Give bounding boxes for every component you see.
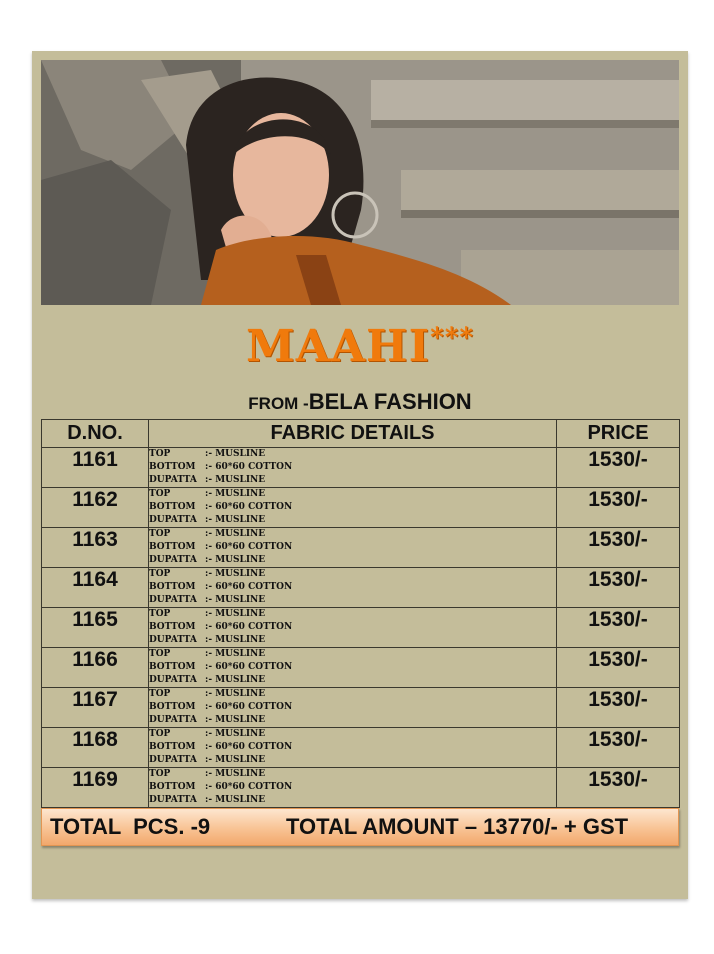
fabric-bottom-value: :- 60*60 COTTON xyxy=(205,542,293,552)
fabric-bottom-value: :- 60*60 COTTON xyxy=(205,702,293,712)
fabric-bottom-label: BOTTOM xyxy=(149,502,196,512)
price-cell: 1530/- xyxy=(557,648,680,688)
fabric-bottom-value: :- 60*60 COTTON xyxy=(205,502,293,512)
fabric-top-label: TOP xyxy=(149,689,171,699)
model-photo xyxy=(41,60,679,305)
fabric-bottom-label: BOTTOM xyxy=(149,702,196,712)
fabric-top-value: :- MUSLINE xyxy=(205,769,266,779)
fabric-top-value: :- MUSLINE xyxy=(205,689,266,699)
fabric-dupatta-label: DUPATTA xyxy=(149,715,197,725)
fabric-dupatta-label: DUPATTA xyxy=(149,475,197,485)
fabric-details xyxy=(149,528,557,568)
design-number: 1162 xyxy=(42,488,149,528)
fabric-top-label: TOP xyxy=(149,449,171,459)
design-table xyxy=(41,419,680,808)
fabric-top-label: TOP xyxy=(149,649,171,659)
table-row xyxy=(42,688,680,728)
table-row xyxy=(42,448,680,488)
fabric-details xyxy=(149,608,557,648)
fabric-bottom-label: BOTTOM xyxy=(149,742,196,752)
price-cell: 1530/- xyxy=(557,608,680,648)
table-row xyxy=(42,528,680,568)
table-row xyxy=(42,768,680,808)
total-amount: TOTAL AMOUNT – 13770/- + GST xyxy=(286,814,629,839)
fabric-bottom-value: :- 60*60 COTTON xyxy=(205,622,293,632)
price-cell: 1530/- xyxy=(557,768,680,808)
fabric-details xyxy=(149,728,557,768)
fabric-dupatta-label: DUPATTA xyxy=(149,795,197,805)
fabric-top-label: TOP xyxy=(149,729,171,739)
price-cell: 1530/- xyxy=(557,448,680,488)
fabric-dupatta-value: :- MUSLINE xyxy=(205,555,266,565)
fabric-bottom-value: :- 60*60 COTTON xyxy=(205,662,293,672)
fabric-top-label: TOP xyxy=(149,529,171,539)
fabric-dupatta-value: :- MUSLINE xyxy=(205,595,266,605)
design-number: 1164 xyxy=(42,568,149,608)
fabric-details xyxy=(149,568,557,608)
fabric-details xyxy=(149,648,557,688)
fabric-bottom-label: BOTTOM xyxy=(149,662,196,672)
fabric-bottom-value: :- 60*60 COTTON xyxy=(205,782,293,792)
fabric-details xyxy=(149,688,557,728)
design-number: 1169 xyxy=(42,768,149,808)
fabric-dupatta-value: :- MUSLINE xyxy=(205,675,266,685)
fabric-dupatta-label: DUPATTA xyxy=(149,595,197,605)
total-pieces: TOTAL PCS. -9 xyxy=(50,814,211,839)
fabric-bottom-label: BOTTOM xyxy=(149,782,196,792)
table-header-row xyxy=(42,420,680,448)
fabric-dupatta-value: :- MUSLINE xyxy=(205,515,266,525)
fabric-top-label: TOP xyxy=(149,569,171,579)
table-row xyxy=(42,608,680,648)
total-bar xyxy=(41,808,679,846)
fabric-dupatta-label: DUPATTA xyxy=(149,515,197,525)
price-cell: 1530/- xyxy=(557,728,680,768)
fabric-top-label: TOP xyxy=(149,609,171,619)
fabric-top-value: :- MUSLINE xyxy=(205,529,266,539)
brand-title xyxy=(32,321,688,372)
design-number: 1167 xyxy=(42,688,149,728)
fabric-top-value: :- MUSLINE xyxy=(205,489,266,499)
fabric-dupatta-label: DUPATTA xyxy=(149,675,197,685)
design-number: 1168 xyxy=(42,728,149,768)
fabric-top-value: :- MUSLINE xyxy=(205,569,266,579)
fabric-top-label: TOP xyxy=(149,769,171,779)
fabric-bottom-label: BOTTOM xyxy=(149,582,196,592)
header-dno: D.NO. xyxy=(42,420,149,448)
table-row xyxy=(42,568,680,608)
fabric-bottom-value: :- 60*60 COTTON xyxy=(205,462,293,472)
brand-name: MAAHI xyxy=(246,321,431,372)
from-line xyxy=(32,389,688,415)
fabric-details xyxy=(149,448,557,488)
price-cell: 1530/- xyxy=(557,688,680,728)
fabric-dupatta-label: DUPATTA xyxy=(149,555,197,565)
design-number: 1166 xyxy=(42,648,149,688)
fabric-top-value: :- MUSLINE xyxy=(205,449,266,459)
design-number: 1165 xyxy=(42,608,149,648)
fabric-dupatta-value: :- MUSLINE xyxy=(205,795,266,805)
fabric-bottom-label: BOTTOM xyxy=(149,622,196,632)
table-row xyxy=(42,488,680,528)
price-cell: 1530/- xyxy=(557,488,680,528)
fabric-details xyxy=(149,768,557,808)
fabric-dupatta-label: DUPATTA xyxy=(149,755,197,765)
fabric-bottom-value: :- 60*60 COTTON xyxy=(205,582,293,592)
design-number: 1163 xyxy=(42,528,149,568)
fabric-bottom-label: BOTTOM xyxy=(149,542,196,552)
catalog-card xyxy=(32,51,688,899)
header-price: PRICE xyxy=(557,420,680,448)
fabric-top-value: :- MUSLINE xyxy=(205,729,266,739)
model-photo-illustration xyxy=(41,60,679,305)
company-name: BELA FASHION xyxy=(308,389,472,414)
price-cell: 1530/- xyxy=(557,568,680,608)
fabric-dupatta-value: :- MUSLINE xyxy=(205,635,266,645)
fabric-bottom-value: :- 60*60 COTTON xyxy=(205,742,293,752)
fabric-dupatta-value: :- MUSLINE xyxy=(205,715,266,725)
fabric-top-label: TOP xyxy=(149,489,171,499)
table-row xyxy=(42,648,680,688)
fabric-dupatta-value: :- MUSLINE xyxy=(205,475,266,485)
brand-stars: *** xyxy=(430,323,474,353)
price-cell: 1530/- xyxy=(557,528,680,568)
fabric-dupatta-value: :- MUSLINE xyxy=(205,755,266,765)
fabric-top-value: :- MUSLINE xyxy=(205,609,266,619)
fabric-details xyxy=(149,488,557,528)
table-row xyxy=(42,728,680,768)
fabric-top-value: :- MUSLINE xyxy=(205,649,266,659)
header-fabric: FABRIC DETAILS xyxy=(149,420,557,448)
design-number: 1161 xyxy=(42,448,149,488)
fabric-bottom-label: BOTTOM xyxy=(149,462,196,472)
from-prefix: FROM - xyxy=(248,394,309,413)
fabric-dupatta-label: DUPATTA xyxy=(149,635,197,645)
